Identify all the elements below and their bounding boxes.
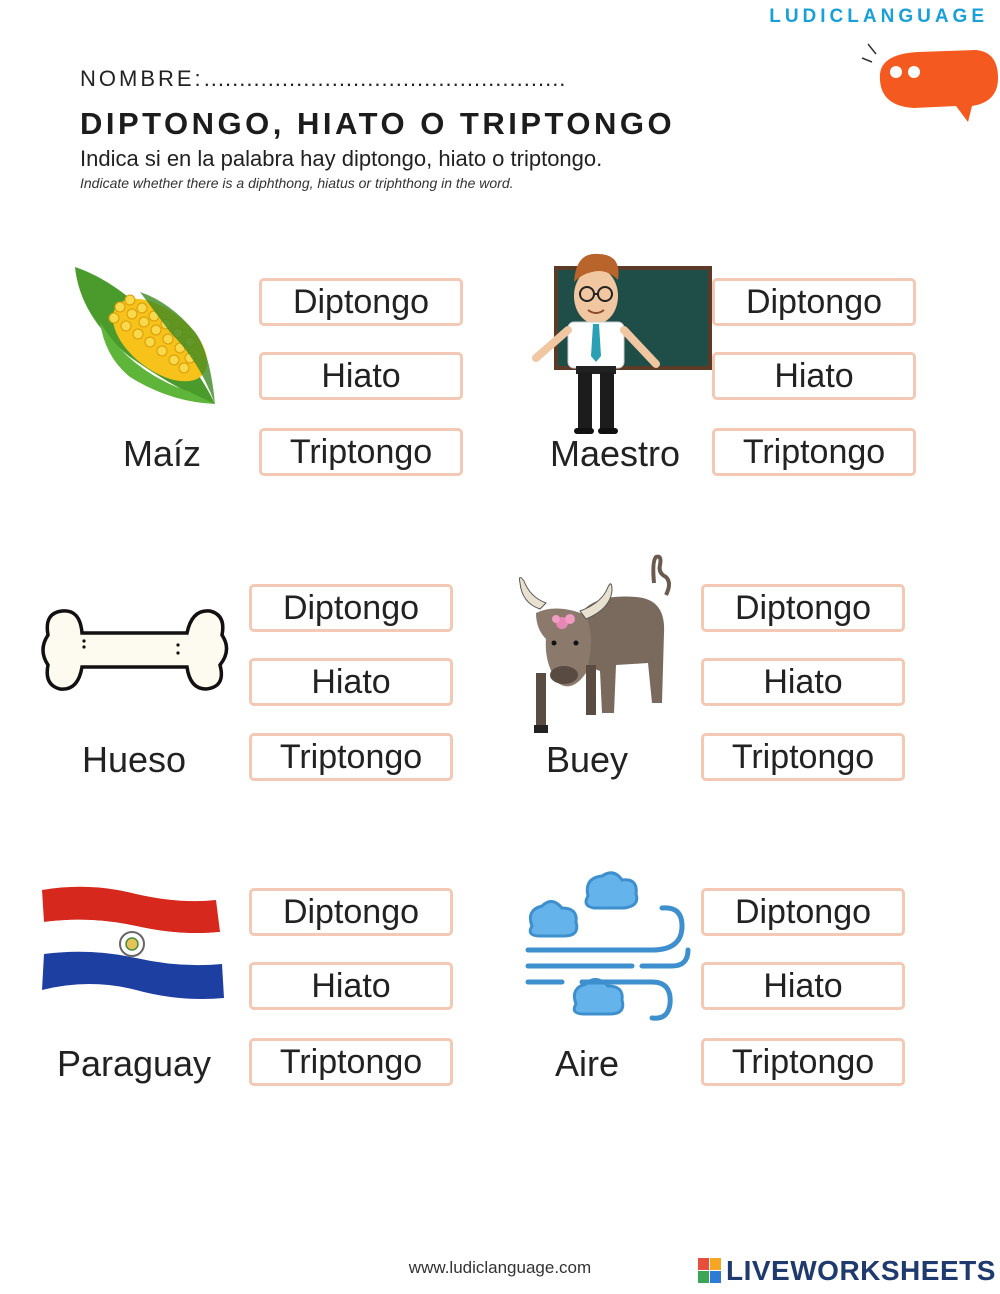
option-diptongo[interactable]: Diptongo xyxy=(701,888,905,936)
brand-logo-text: LUDICLANGUAGE xyxy=(769,6,988,27)
wind-icon xyxy=(522,866,694,1036)
option-triptongo[interactable]: Triptongo xyxy=(701,1038,905,1086)
option-diptongo[interactable]: Diptongo xyxy=(701,584,905,632)
liveworksheets-logo-icon xyxy=(698,1258,722,1284)
instructions: Indica si en la palabra hay diptongo, hiato o triptongo. xyxy=(80,146,603,171)
option-hiato[interactable]: Hiato xyxy=(712,352,916,400)
option-diptongo[interactable]: Diptongo xyxy=(249,888,453,936)
word-buey: Buey xyxy=(545,739,629,780)
corn-icon xyxy=(70,262,220,407)
option-hiato[interactable]: Hiato xyxy=(249,658,453,706)
ox-icon xyxy=(516,553,686,733)
bone-icon xyxy=(42,605,227,695)
option-triptongo[interactable]: Triptongo xyxy=(712,428,916,476)
word-hueso: Hueso xyxy=(81,739,187,780)
footer-url: www.ludiclanguage.com xyxy=(408,1258,592,1277)
teacher-icon xyxy=(532,244,712,438)
page-title: DIPTONGO, HIATO O TRIPTONGO xyxy=(80,106,676,141)
option-diptongo[interactable]: Diptongo xyxy=(249,584,453,632)
name-line: ................................................... xyxy=(203,66,567,91)
option-hiato[interactable]: Hiato xyxy=(701,962,905,1010)
name-field[interactable] xyxy=(80,66,566,92)
option-hiato[interactable]: Hiato xyxy=(259,352,463,400)
option-triptongo[interactable]: Triptongo xyxy=(249,733,453,781)
paraguay-flag-icon xyxy=(40,886,226,1006)
word-maiz: Maíz xyxy=(122,433,201,474)
option-diptongo[interactable]: Diptongo xyxy=(259,278,463,326)
option-diptongo[interactable]: Diptongo xyxy=(712,278,916,326)
word-aire: Aire xyxy=(554,1043,620,1084)
word-maestro: Maestro xyxy=(549,433,681,474)
name-label: NOMBRE: xyxy=(80,66,204,91)
option-triptongo[interactable]: Triptongo xyxy=(701,733,905,781)
option-triptongo[interactable]: Triptongo xyxy=(249,1038,453,1086)
word-paraguay: Paraguay xyxy=(56,1043,212,1084)
option-hiato[interactable]: Hiato xyxy=(701,658,905,706)
option-hiato[interactable]: Hiato xyxy=(249,962,453,1010)
liveworksheets-logo-text: LIVEWORKSHEETS xyxy=(726,1255,996,1286)
option-triptongo[interactable]: Triptongo xyxy=(259,428,463,476)
chat-bubble-icon xyxy=(858,40,1000,130)
instructions-english: Indicate whether there is a diphthong, hiatus or triphthong in the word. xyxy=(80,175,514,191)
